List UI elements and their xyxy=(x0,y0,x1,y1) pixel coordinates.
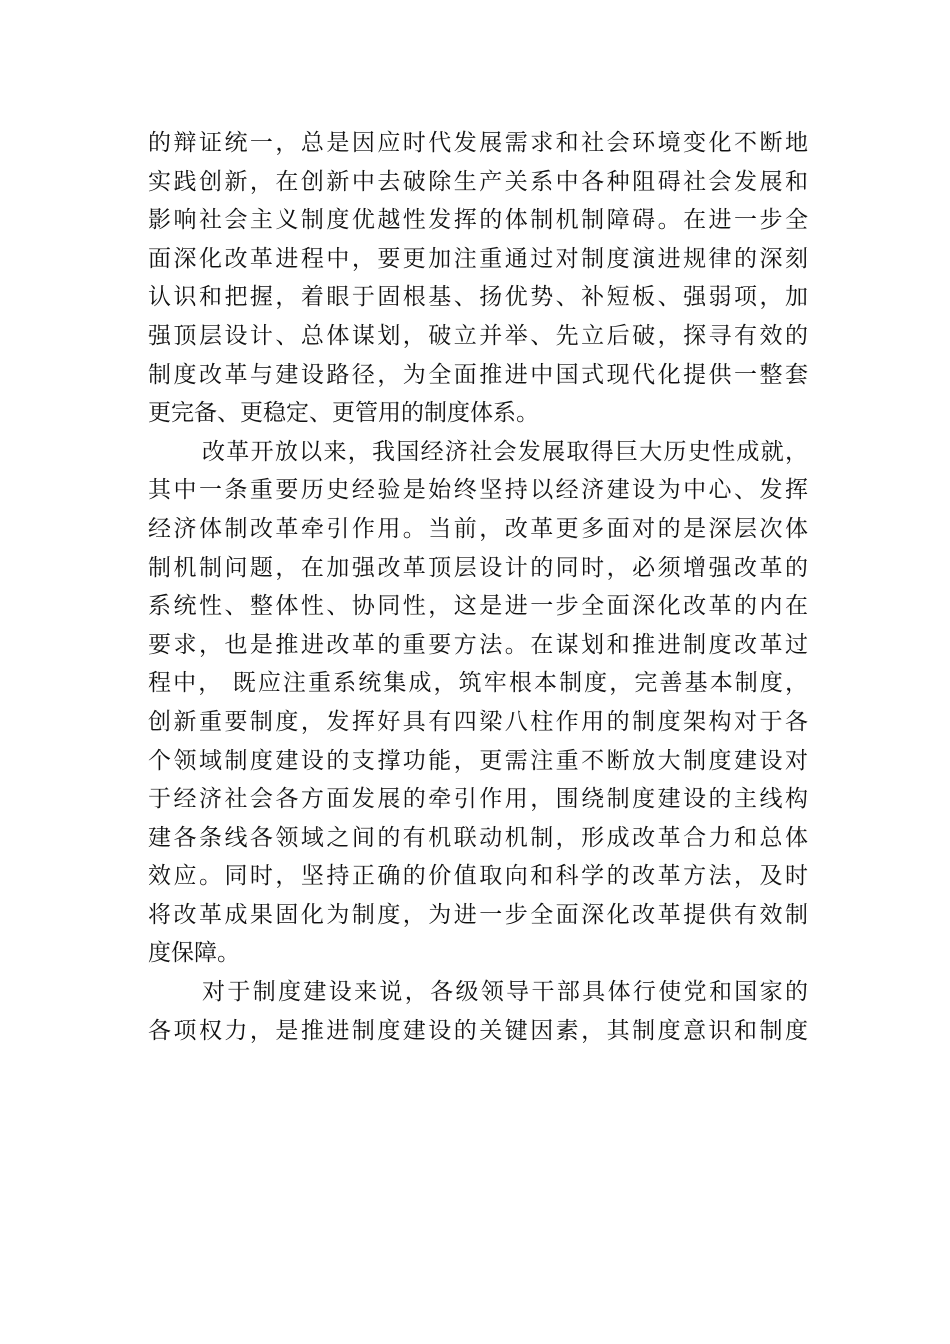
paragraph-1-line: 的辩证统一，总是因应时代发展需求和社会环境变化不断地 xyxy=(148,130,808,156)
paragraph-2-line: 改革开放以来，我国经济社会发展取得巨大历史性成就， xyxy=(202,438,808,465)
paragraph-2-line: 度保障。 xyxy=(148,940,240,967)
paragraph-3-line: 对于制度建设来说，各级领导干部具体行使党和国家的 xyxy=(202,979,808,1006)
paragraph-2-line: 效应。同时，坚持正确的价值取向和科学的改革方法，及时 xyxy=(148,863,808,890)
paragraph-1-line: 强顶层设计、总体谋划，破立并举、先立后破，探寻有效的 xyxy=(148,322,808,349)
document-body xyxy=(148,124,808,1050)
paragraph-1-line: 制度改革与建设路径，为全面推进中国式现代化提供一整套 xyxy=(148,361,808,388)
paragraph-2-line: 要求，也是推进改革的重要方法。在谋划和推进制度改革过 xyxy=(148,631,808,658)
paragraph-2-line: 建各条线各领域之间的有机联动机制，形成改革合力和总体 xyxy=(148,824,808,851)
paragraph-2-line: 系统性、整体性、协同性，这是进一步全面深化改革的内在 xyxy=(148,593,808,620)
paragraph-2-line: 程中， 既应注重系统集成，筑牢根本制度，完善基本制度， xyxy=(148,670,808,697)
paragraph-2-line: 将改革成果固化为制度，为进一步全面深化改革提供有效制 xyxy=(148,901,808,928)
paragraph-3-line: 各项权力，是推进制度建设的关键因素，其制度意识和制度 xyxy=(148,1017,808,1044)
paragraph-1-line: 更完备、更稳定、更管用的制度体系。 xyxy=(148,400,539,427)
paragraph-2-line: 创新重要制度，发挥好具有四梁八柱作用的制度架构对于各 xyxy=(148,708,808,735)
paragraph-2-line: 于经济社会各方面发展的牵引作用，围绕制度建设的主线构 xyxy=(148,786,808,813)
paragraph-1-line: 实践创新，在创新中去破除生产关系中各种阻碍社会发展和 xyxy=(148,168,808,195)
paragraph-2-line: 制机制问题，在加强改革顶层设计的同时，必须增强改革的 xyxy=(148,554,808,581)
paragraph-1-line: 认识和把握，着眼于固根基、扬优势、补短板、强弱项，加 xyxy=(148,284,808,311)
paragraph-1-line: 影响社会主义制度优越性发挥的体制机制障碍。在进一步全 xyxy=(148,207,808,234)
paragraph-2-line: 个领域制度建设的支撑功能，更需注重不断放大制度建设对 xyxy=(148,747,808,774)
paragraph-1-line: 面深化改革进程中，要更加注重通过对制度演进规律的深刻 xyxy=(148,245,808,272)
paragraph-2-line: 经济体制改革牵引作用。当前，改革更多面对的是深层次体 xyxy=(148,515,808,542)
paragraph-2-line: 其中一条重要历史经验是始终坚持以经济建设为中心、发挥 xyxy=(148,477,808,504)
